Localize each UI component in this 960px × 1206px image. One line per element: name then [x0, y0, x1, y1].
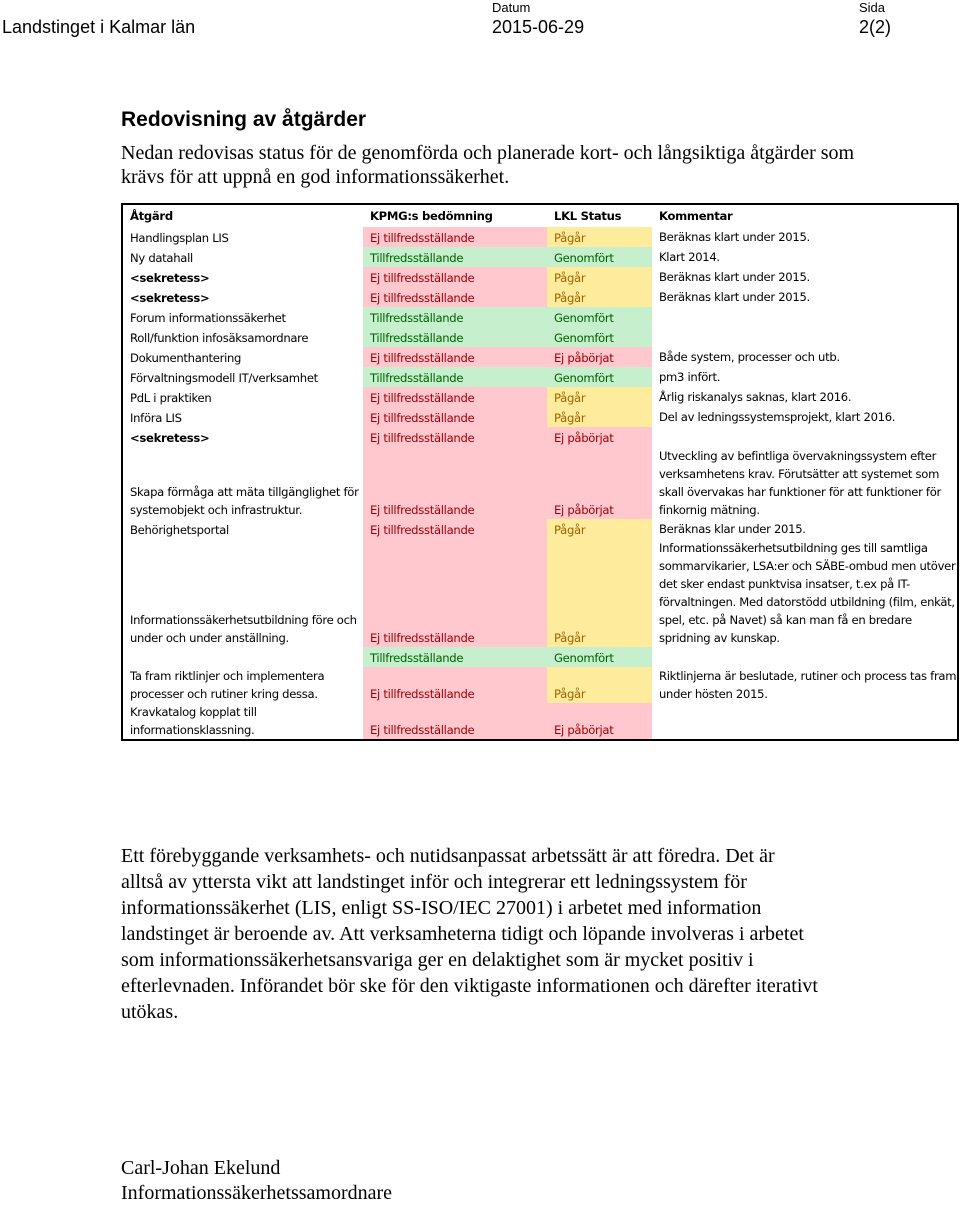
cell-comment: Utveckling av befintliga övervakningssystem efter verksamhetens krav. Förutsätter att systemet som skall övervakas har funktioner för att funktioner för finkornig mätning. [659, 449, 941, 517]
cell-comment: Del av ledningssystemsprojekt, klart 2016. [659, 410, 896, 424]
intro-paragraph: Nedan redovisas status för de genomförda och planerade kort- och långsiktiga åtgärder som krävs för att uppnå en god informationssäkerhet. [121, 142, 855, 188]
table-row [122, 387, 958, 407]
cell-comment: Beräknas klart under 2015. [659, 270, 810, 284]
cell-lkl-status: Pågår [547, 539, 652, 647]
cell-kpmg-assessment: Ej tillfredsställande [363, 227, 547, 247]
cell-lkl-status: Pågår [547, 407, 652, 427]
table-row [122, 347, 958, 367]
cell-comment [652, 307, 958, 327]
cell-kpmg-assessment: Tillfredsställande [363, 307, 547, 327]
cell-action: Skapa förmåga att mäta tillgänglighet för systemobjekt och infrastruktur. [130, 485, 359, 517]
section-title: Redovisning av åtgärder [121, 108, 367, 131]
table-row [122, 247, 958, 267]
table-row [122, 667, 958, 703]
cell-lkl-status: Ej påbörjat [547, 703, 652, 740]
col-header-action: Åtgärd [130, 209, 173, 223]
cell-kpmg-assessment: Tillfredsställande [363, 247, 547, 267]
organization-name: Landstinget i Kalmar län [2, 17, 196, 37]
cell-kpmg-assessment: Ej tillfredsställande [363, 427, 547, 447]
signature-role: Informationssäkerhetssamordnare [121, 1182, 393, 1204]
signature-block [121, 1156, 392, 1206]
cell-lkl-status: Pågår [547, 227, 652, 247]
cell-kpmg-assessment: Ej tillfredsställande [363, 287, 547, 307]
cell-kpmg-assessment: Tillfredsställande [363, 327, 547, 347]
table-row [122, 703, 958, 740]
cell-lkl-status: Ej påbörjat [547, 447, 652, 519]
cell-action: Ny datahall [130, 251, 193, 265]
cell-kpmg-assessment: Ej tillfredsställande [363, 447, 547, 519]
cell-lkl-status: Genomfört [547, 307, 652, 327]
table-row [122, 327, 958, 347]
table-row [122, 287, 958, 307]
cell-comment [652, 327, 958, 347]
cell-comment: Riktlinjerna är beslutade, rutiner och process tas fram under hösten 2015. [659, 669, 957, 701]
cell-action: Roll/funktion infosäksamordnare [130, 331, 309, 345]
cell-comment [652, 647, 958, 667]
cell-lkl-status: Genomfört [547, 647, 652, 667]
cell-action: Informationssäkerhetsutbildning före och under och under anställning. [130, 613, 357, 645]
table-row [122, 427, 958, 447]
cell-kpmg-assessment: Ej tillfredsställande [363, 347, 547, 367]
cell-action: Dokumenthantering [130, 351, 242, 365]
cell-lkl-status: Pågår [547, 287, 652, 307]
col-header-kpmg: KPMG:s bedömning [370, 209, 493, 223]
cell-kpmg-assessment: Ej tillfredsställande [363, 387, 547, 407]
cell-kpmg-assessment: Ej tillfredsställande [363, 703, 547, 740]
cell-comment: Beräknas klart under 2015. [659, 290, 810, 304]
col-header-status: LKL Status [554, 209, 622, 223]
cell-kpmg-assessment: Tillfredsställande [363, 367, 547, 387]
cell-action: <sekretess> [130, 431, 210, 445]
cell-action: Kravkatalog kopplat till informationsklassning. [130, 705, 257, 737]
cell-lkl-status: Genomfört [547, 247, 652, 267]
table-row [122, 519, 958, 539]
cell-kpmg-assessment: Ej tillfredsställande [363, 539, 547, 647]
cell-lkl-status: Pågår [547, 387, 652, 407]
cell-action: Införa LIS [130, 411, 182, 425]
page-label: Sida [859, 0, 886, 15]
cell-action: Förvaltningsmodell IT/verksamhet [130, 371, 318, 385]
cell-lkl-status: Pågår [547, 667, 652, 703]
cell-kpmg-assessment: Ej tillfredsställande [363, 519, 547, 539]
cell-kpmg-assessment: Ej tillfredsställande [363, 267, 547, 287]
cell-lkl-status: Ej påbörjat [547, 347, 652, 367]
cell-action: Forum informationssäkerhet [130, 311, 286, 325]
cell-lkl-status: Pågår [547, 519, 652, 539]
cell-kpmg-assessment: Tillfredsställande [363, 647, 547, 667]
date-label: Datum [492, 0, 531, 15]
table-row [122, 539, 958, 647]
date-value: 2015-06-29 [492, 17, 585, 37]
col-header-comment: Kommentar [659, 209, 733, 223]
cell-comment [652, 427, 958, 447]
measures-status-table [121, 203, 959, 741]
cell-comment: Både system, processer och utb. [659, 350, 840, 364]
cell-kpmg-assessment: Ej tillfredsställande [363, 407, 547, 427]
cell-comment: Klart 2014. [659, 250, 720, 264]
table-row [122, 227, 958, 247]
signature-name: Carl-Johan Ekelund [121, 1157, 281, 1179]
table-row [122, 307, 958, 327]
cell-lkl-status: Genomfört [547, 367, 652, 387]
cell-action: Ta fram riktlinjer och implementera processer och rutiner kring dessa. [130, 669, 325, 701]
cell-comment: Årlig riskanalys saknas, klart 2016. [659, 390, 852, 404]
table-body [122, 227, 958, 740]
page-number: 2(2) [859, 17, 892, 37]
cell-comment: Informationssäkerhetsutbildning ges till samtliga sommarvikarier, LSA:er och SÄBE-ombud men utöver det sker endast punktvisa insatser, t.ex på IT-förvaltningen. Med datorstödd utbildning (film, enkät, spel, etc. på Navet) så kan man få en bredare spridning av kunskap. [659, 541, 956, 645]
cell-comment: Beräknas klart under 2015. [659, 230, 810, 244]
closing-paragraph: Ett förebyggande verksamhets- och nutidsanpassat arbetssätt är att föredra. Det är alltså av yttersta vikt att landstinget inför och integrerar ett ledningssystem för informationssäkerhet (LIS, enligt SS-ISO/IEC 27001) i arbetet med information landstinget är beroende av. Att verksamheterna tidigt och löpande involveras i arbetet som informationssäkerhetsansvariga ger en delaktighet som är mycket positiv i efterlevnaden. Införandet bör ske för den viktigaste informationen och därefter iterativt utökas. [121, 845, 818, 1023]
cell-action: Handlingsplan LIS [130, 231, 229, 245]
cell-comment: Beräknas klar under 2015. [659, 522, 806, 536]
table-row [122, 407, 958, 427]
cell-action [122, 647, 363, 667]
table-row [122, 367, 958, 387]
cell-comment: pm3 infört. [659, 370, 721, 384]
cell-action: Behörighetsportal [130, 523, 229, 537]
cell-action: <sekretess> [130, 291, 210, 305]
table-row [122, 647, 958, 667]
cell-lkl-status: Ej påbörjat [547, 427, 652, 447]
table-header-row [122, 204, 958, 227]
cell-action: <sekretess> [130, 271, 210, 285]
cell-lkl-status: Genomfört [547, 327, 652, 347]
cell-lkl-status: Pågår [547, 267, 652, 287]
table-row [122, 447, 958, 519]
table-row [122, 267, 958, 287]
cell-action: PdL i praktiken [130, 391, 212, 405]
cell-comment [652, 703, 958, 740]
cell-kpmg-assessment: Ej tillfredsställande [363, 667, 547, 703]
